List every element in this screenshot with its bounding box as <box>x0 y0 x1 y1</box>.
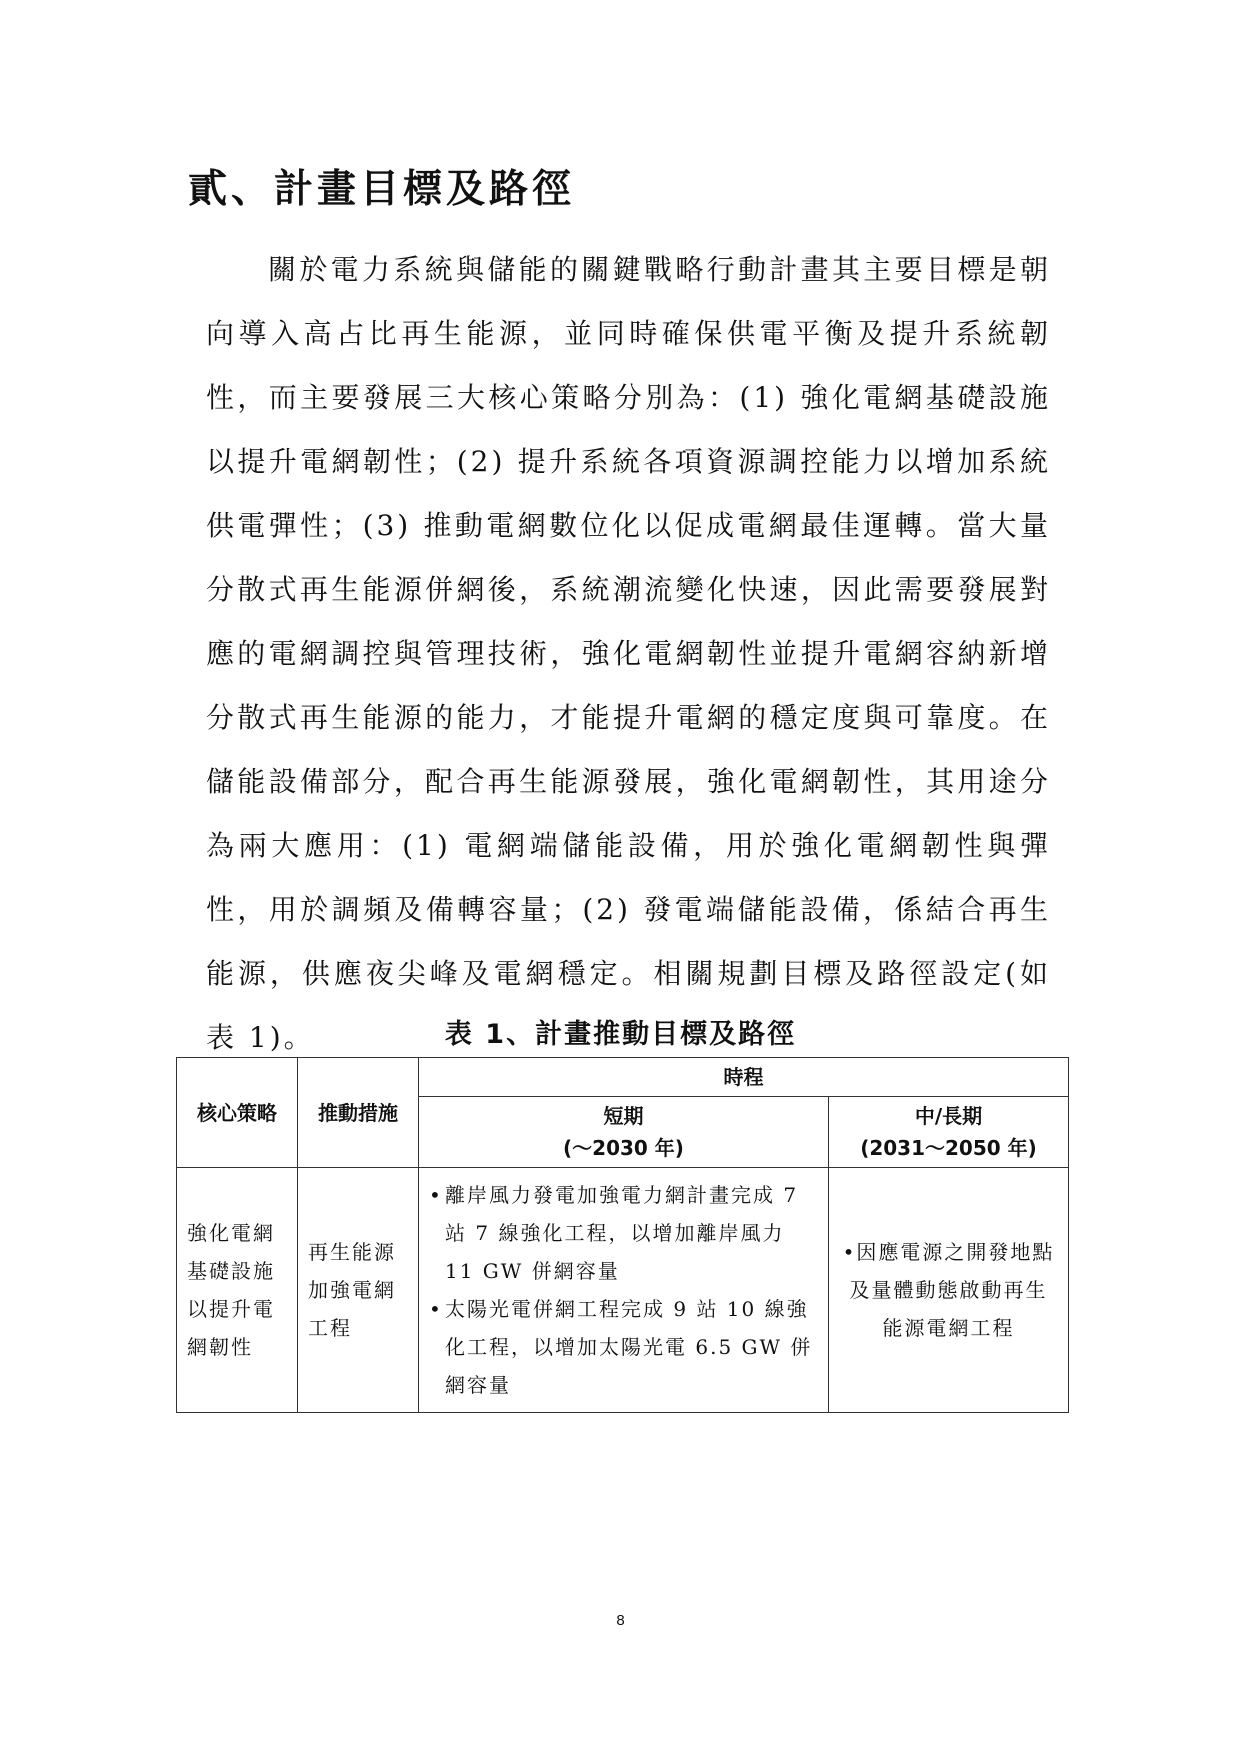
header-short-term-label: 短期 <box>603 1104 644 1128</box>
header-short-term-range: (～2030 年) <box>563 1136 684 1160</box>
header-schedule: 時程 <box>419 1058 1069 1097</box>
cell-measure: 再生能源加強電網工程 <box>298 1168 419 1413</box>
header-long-term <box>829 1097 1069 1168</box>
body-paragraph: 關於電力系統與儲能的關鍵戰略行動計畫其主要目標是朝向導入高占比再生能源，並同時確保供電平衡及提升系統韌性，而主要發展三大核心策略分別為：(1) 強化電網基礎設施以提升電網韌性；(2) 提升系統各項資源調控能力以增加系統供電彈性；(3) 推動電網數位化以促成電網最佳運轉。當大量分散式再生能源併網後，系統潮流變化快速，因此需要發展對應的電網調控與管理技術，強化電網韌性並提升電網容納新增分散式再生能源的能力，才能提升電網的穩定度與可靠度。在儲能設備部分，配合再生能源發展，強化電網韌性，其用途分為兩大應用：(1) 電網端儲能設備，用於強化電網韌性與彈性，用於調頻及備轉容量；(2) 發電端儲能設備，係結合再生能源，供應夜尖峰及電網穩定。相關規劃目標及路徑設定(如表 1)。 <box>206 253 1051 1054</box>
short-term-item: • 太陽光電併網工程完成 9 站 10 線強化工程，以增加太陽光電 6.5 GW 併網容量 <box>429 1290 818 1404</box>
header-long-term-range: (2031～2050 年) <box>860 1136 1037 1160</box>
header-strategy: 核心策略 <box>177 1058 298 1168</box>
header-long-term-label: 中/長期 <box>914 1104 983 1128</box>
table-row <box>177 1168 1069 1413</box>
table-caption: 表 1、計畫推動目標及路徑 <box>444 1019 797 1050</box>
short-term-item: • 離岸風力發電加強電力網計畫完成 7 站 7 線強化工程，以增加離岸風力 11 GW 併網容量 <box>429 1176 818 1290</box>
header-measure: 推動措施 <box>298 1058 419 1168</box>
short-term-list <box>429 1176 818 1404</box>
page-number: 8 <box>616 1612 625 1629</box>
cell-short-term <box>419 1168 829 1413</box>
plan-table <box>176 1057 1069 1413</box>
cell-strategy: 強化電網基礎設施以提升電網韌性 <box>177 1168 298 1413</box>
section-title: 貳、計畫目標及路徑 <box>188 167 576 212</box>
cell-long-term: •因應電源之開發地點及量體動態啟動再生能源電網工程 <box>829 1168 1069 1413</box>
header-short-term <box>419 1097 829 1168</box>
